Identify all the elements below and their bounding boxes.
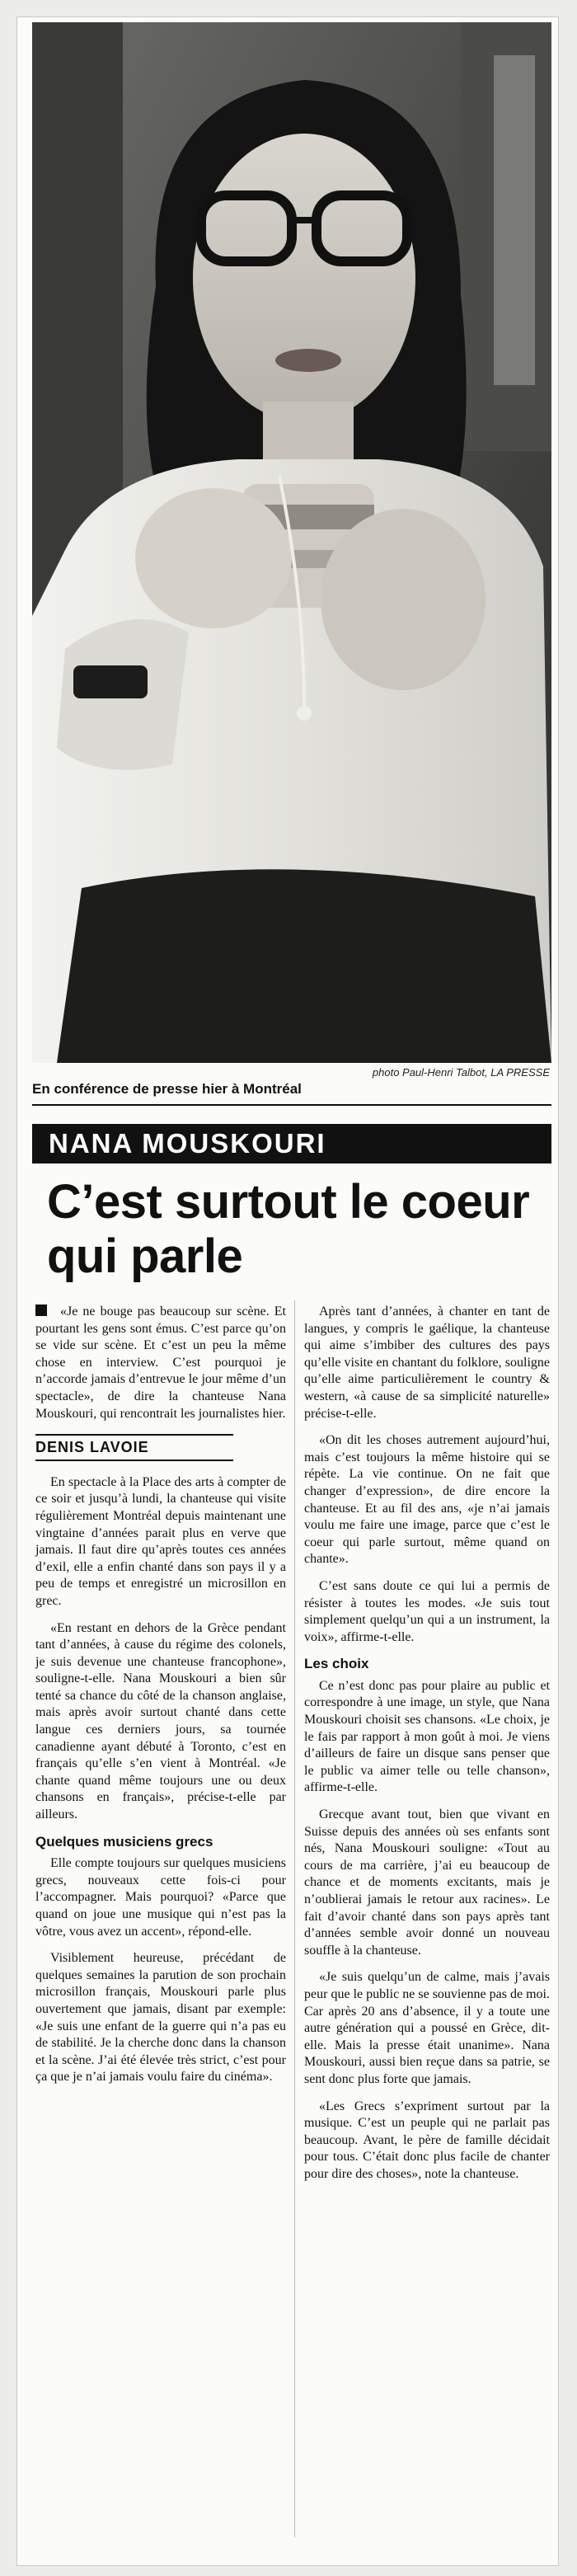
paragraph: Grecque avant tout, bien que vivant en Suisse depuis des années où ses enfants sont nés, Nana Mouskouri souligne: «Tout au cours de ma carrière, j’ai eu beaucoup de chance et de moments excitants, mais je n’oublierai jamais le retour aux racines». Le fait d’avoir chanté dans son pays après tant d’années semble avoir donné un nouveau souffle à la chanteuse. (304, 1807, 550, 1958)
paragraph: Elle compte toujours sur quelques musiciens grecs, nouveaux cette fois-ci pour l’accompagner. Mais pourquoi? «Parce que quand on joue une musique qui n’est pas la vôtre, vous avez un accent», répond-elle. (35, 1856, 286, 1939)
column-divider (294, 1300, 295, 2537)
article-column-left (35, 1304, 286, 2096)
subheading: Les choix (304, 1656, 369, 1672)
press-photo (32, 22, 551, 1063)
newspaper-clipping (16, 16, 559, 2566)
lead-paragraph: «Je ne bouge pas beaucoup sur scène. Et pourtant les gens sont émus. C’est parce qu’on se vide sur scène. Et c’est un peu la même chose en interview. C’est pourquoi je n’accorde jamais d’entrevue le jour même d’un spectacle», de dire la chanteuse Nana Mouskouri, qui rencontrait les journalistes hier. (35, 1304, 286, 1421)
paragraph: Après tant d’années, à chanter en tant de langues, y compris le gaélique, la chanteuse qui aime s’imbiber des cultures des pays qu’elle visite en chantant du folklore, souligne qu’elle aime particulièrement le country & western, «à cause de sa simplicité naturelle» précise-t-elle. (304, 1304, 550, 1421)
paragraph: En spectacle à la Place des arts à compter de ce soir et jusqu’à lundi, la chanteuse qui visite régulièrement Montréal depuis maintenant une vingtaine d’années parait plus en verve que jamais. Il faut dire qu’après toutes ces années d’exil, elle a enfin chanté dans son pays il y a peu de temps et enregistré un microsillon en grec. (35, 1474, 286, 1608)
byline: DENIS LAVOIE (35, 1434, 233, 1461)
divider (32, 1104, 551, 1106)
paragraph: «En restant en dehors de la Grèce pendant tant d’années, à cause du régime des colonels, je suis devenue une chanteuse francophone», souligne-t-elle. Nana Mouskouri a bien sûr tenté sa chance du côté de la chanson anglaise, mais après avoir surtout chanté dans cette langue ces derniers jours, sa tournée canadienne ayant débuté à Toronto, c’est en français qu’elle s’en vient à Montréal. «Je chante quand même toujours une ou deux chansons en français», précise-t-elle par ailleurs. (35, 1620, 286, 1822)
headline: C’est surtout le coeur qui parle (47, 1175, 530, 1283)
photo-caption: En conférence de presse hier à Montréal (32, 1081, 302, 1097)
lead-square-icon (35, 1304, 47, 1316)
paragraph: «Je suis quelqu’un de calme, mais j’avais peur que le public ne se souvienne pas de moi. Car après 20 ans d’absence, il y a toute une autre génération qui a poussé en Grèce, dit-elle. Mais la presse était unanime». Nana Mouskouri, aussi bien reçue dans sa patrie, se sent donc plus forte que jamais. (304, 1970, 550, 2086)
paragraph: «Les Grecs s’expriment surtout par la musique. C’est un peuple qui ne parlait pas beaucoup. Avant, le père de famille décidait pour tous. C’était donc plus facile de chanter pour dire des choses», note la chanteuse. (304, 2099, 550, 2181)
paragraph: Ce n’est donc pas pour plaire au public et correspondre à une image, un style, que Nana Mouskouri choisit ses chansons. «Le choix, je le fais par rapport à mon goût à moi. Je viens d’ailleurs de faire un disque sans penser que le public va aimer telle ou telle chanson», affirme-t-elle. (304, 1678, 550, 1795)
photo-credit: photo Paul-Henri Talbot, LA PRESSE (372, 1066, 550, 1079)
kicker-banner: NANA MOUSKOURI (32, 1124, 551, 1163)
article-column-right (304, 1304, 550, 2193)
paragraph: Visiblement heureuse, précédant de quelques semaines la parution de son prochain microsillon français, Mouskouri parle plus ouvertement que jamais, disant par exemple: «Je suis une enfant de la guerre qui n’a pas eu de stabilité. Je la cherche donc dans la chanson et la scène. J’ai été élevée très strict, c’est pour ça que je n’ai jamais voulu faire du cinéma». (35, 1951, 286, 2085)
subheading: Quelques musiciens grecs (35, 1833, 213, 1850)
paragraph: «On dit les choses autrement aujourd’hui, mais c’est toujours la même histoire qui se répète. La vie continue. On ne fait que changer d’expression», de dire encore la chanteuse. Et au fil des ans, «je n’ai jamais voulu me faire une image, parce que c’est le coeur qui parle surtout, même quand on chante». (304, 1433, 550, 1567)
photo-illustration (32, 22, 551, 1063)
paragraph: C’est sans doute ce qui lui a permis de résister à toutes les modes. «Je suis tout simplement quelqu’un qui a un instrument, la voix», affirme-t-elle. (304, 1578, 550, 1644)
